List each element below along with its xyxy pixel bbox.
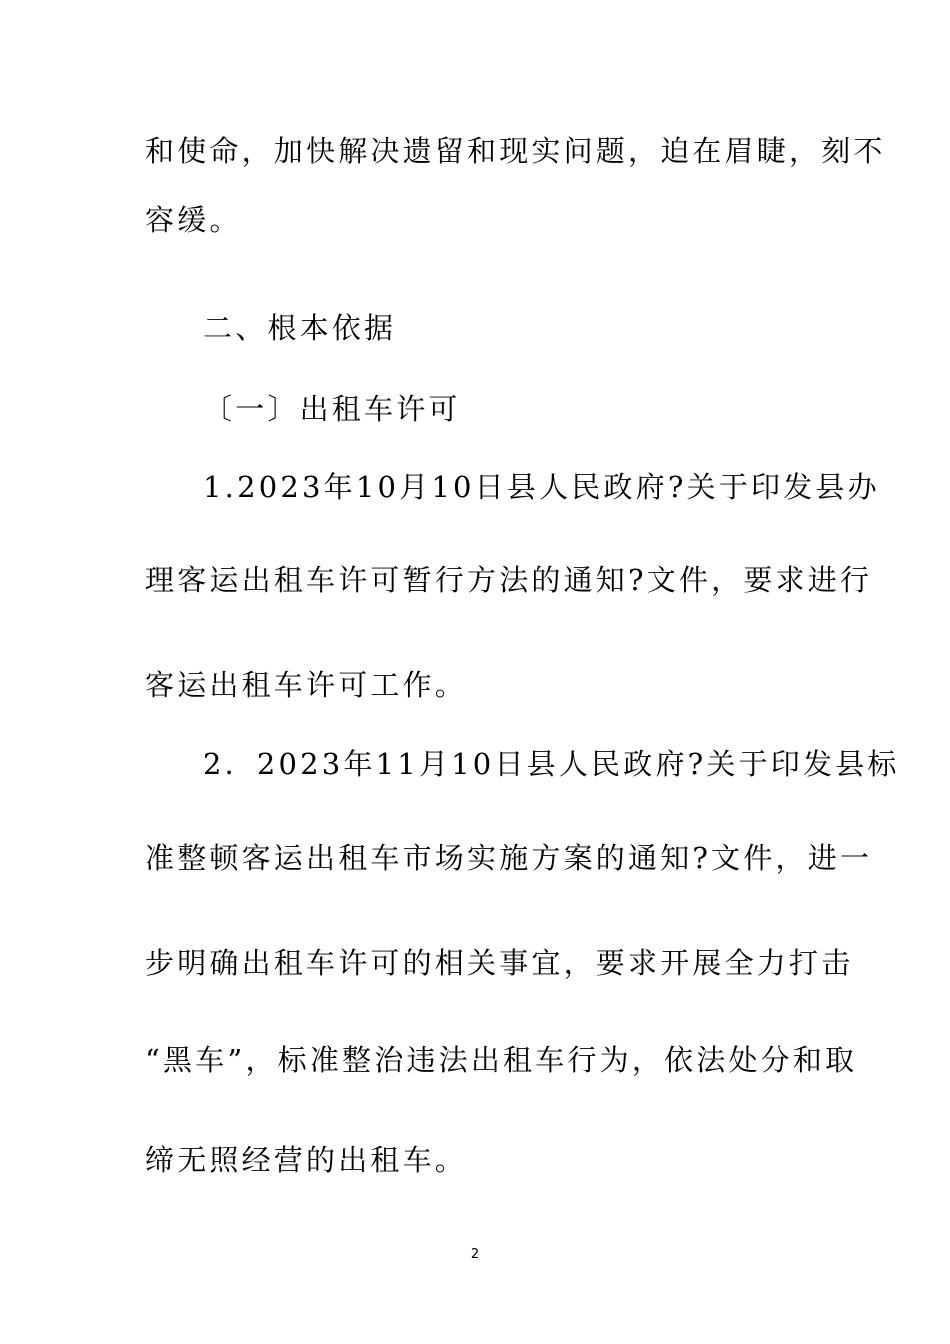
paragraph-line: 1.2023年10月10日县人民政府?关于印发县办: [203, 470, 880, 504]
paragraph-line: 和使命，加快解决遗留和现实问题，迫在眉睫，刻不: [145, 134, 886, 168]
section-heading: 二、根本依据: [203, 311, 397, 345]
page-number: 2: [470, 1247, 480, 1262]
paragraph-line: “黑车”，标准整治违法出租车行为，依法处分和取: [145, 1043, 858, 1077]
paragraph-line: 理客运出租车许可暂行方法的通知?文件，要求进行: [145, 563, 873, 597]
paragraph-line: 缔无照经营的出租车。: [145, 1143, 468, 1177]
paragraph-line: 准整顿客运出租车市场实施方案的通知?文件，进一: [145, 841, 873, 875]
subsection-heading: 〔一〕出租车许可: [203, 392, 461, 426]
paragraph-line: 2．2023年11月10日县人民政府?关于印发县标: [203, 747, 900, 781]
paragraph-line: 步明确出租车许可的相关事宜，要求开展全力打击: [145, 946, 854, 980]
paragraph-line: 客运出租车许可工作。: [145, 668, 468, 702]
paragraph-line: 容缓。: [145, 203, 242, 237]
